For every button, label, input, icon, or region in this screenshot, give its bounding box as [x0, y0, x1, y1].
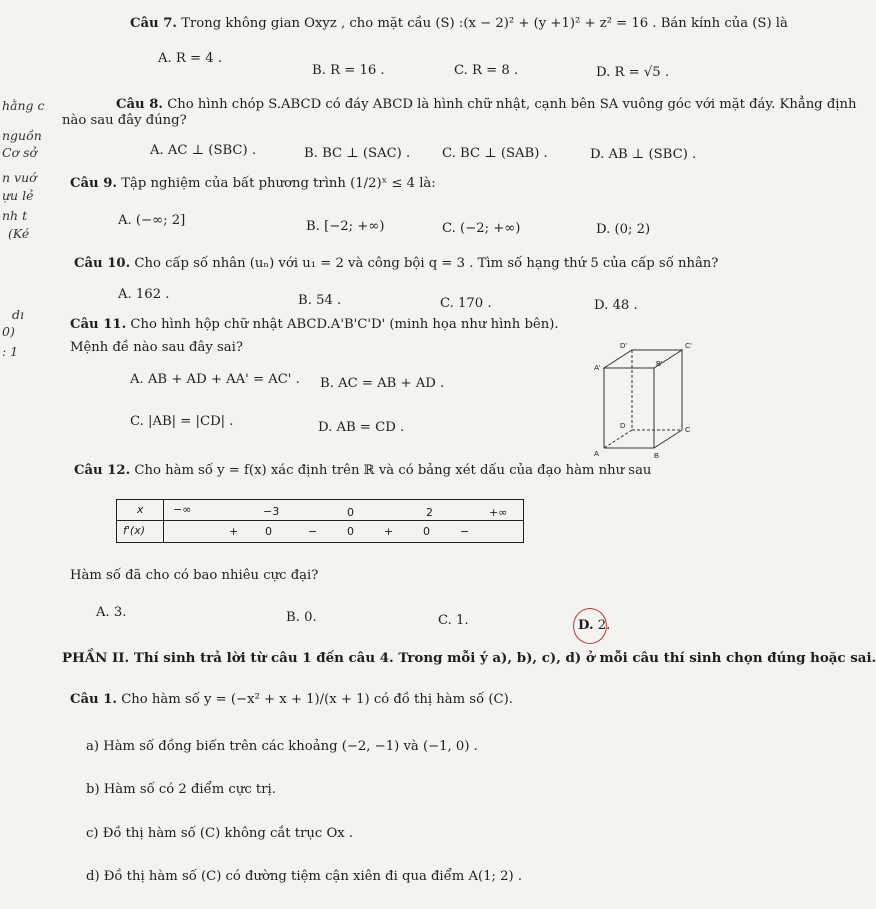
statement-a: a) Hàm số đồng biến trên các khoảng (−2, −1) và (−1, 0) . — [86, 739, 478, 754]
vertex-label: A' — [594, 363, 601, 372]
vertex-label: B — [654, 451, 660, 460]
question-12-sub: Hàm số đã cho có bao nhiêu cực đại? — [70, 568, 319, 583]
margin-fragment: (Ké — [8, 226, 30, 241]
vertex-label: A — [594, 449, 600, 458]
statement-d: d) Đồ thị hàm số (C) có đường tiệm cận xiên đi qua điểm A(1; 2) . — [86, 869, 523, 884]
table-cell: + — [384, 525, 394, 538]
question-text: Cho hình hộp chữ nhật ABCD.A'B'C'D' (minh họa như hình bên). — [130, 317, 559, 332]
question-11 — [70, 317, 559, 332]
margin-fragment: nguồn — [2, 128, 42, 143]
vertex-label: B' — [656, 359, 663, 368]
table-header-fprime: f'(x) — [123, 524, 145, 537]
table-cell: +∞ — [489, 506, 508, 519]
cuboid-edge — [654, 430, 682, 448]
option-d: D. AB ⊥ (SBC) . — [590, 147, 697, 162]
option-d-value: 2. — [597, 618, 611, 633]
table-cell: −3 — [263, 505, 280, 518]
question-8 — [116, 97, 856, 112]
question-sub: Mệnh đề nào sau đây sai? — [70, 340, 243, 355]
question-label: Câu 9. — [70, 176, 117, 191]
vertex-label: D — [620, 421, 626, 430]
question-label: Câu 8. — [116, 97, 163, 112]
cuboid-hidden-edge — [604, 430, 632, 448]
option-b: B. AC = AB + AD . — [320, 376, 445, 391]
question-label: Câu 1. — [70, 692, 117, 707]
margin-fragment: nh t — [2, 208, 28, 223]
table-cell: 0 — [265, 525, 272, 538]
table-cell: 0 — [423, 525, 430, 538]
table-cell: 0 — [347, 525, 354, 538]
question-text: Cho hàm số y = (−x² + x + 1)/(x + 1) có đồ thị hàm số (C). — [121, 692, 513, 707]
vertex-label: D' — [620, 341, 627, 350]
question-label: Câu 11. — [70, 317, 127, 332]
table-cell: 0 — [347, 506, 354, 519]
margin-fragment: Cơ sở — [2, 145, 38, 160]
question-text: Tập nghiệm của bất phương trình (1/2)ˣ ≤ 4 là: — [121, 176, 436, 191]
option-a: A. 3. — [96, 605, 127, 620]
option-c: C. |AB| = |CD| . — [130, 414, 234, 429]
option-d: D. AB = CD . — [318, 420, 405, 435]
option-a: A. R = 4 . — [158, 51, 223, 66]
option-c: C. R = 8 . — [454, 63, 519, 78]
question-label: Câu 7. — [130, 16, 177, 31]
option-c: C. 170 . — [440, 296, 492, 311]
statement-c: c) Đồ thị hàm số (C) không cắt trục Ox . — [86, 826, 354, 841]
vertex-label: C' — [685, 341, 692, 350]
option-d: D. (0; 2) — [596, 222, 651, 237]
margin-fragment: dı — [12, 307, 24, 322]
option-a: A. AC ⊥ (SBC) . — [150, 143, 257, 158]
question-text: Cho hình chóp S.ABCD có đáy ABCD là hình chữ nhật, cạnh bên SA vuông góc với mặt đáy. Khẳng định — [167, 97, 857, 112]
margin-fragment: : 1 — [2, 344, 19, 359]
option-b: B. 54 . — [298, 293, 342, 308]
question-12 — [74, 463, 651, 478]
option-b: B. 0. — [286, 610, 317, 625]
vertex-label: C — [685, 425, 691, 434]
margin-fragment: ựu lẻ — [2, 188, 34, 203]
option-a: A. 162 . — [118, 287, 170, 302]
statement-b: b) Hàm số có 2 điểm cực trị. — [86, 782, 276, 797]
table-cell: − — [308, 525, 318, 538]
answer-circle-mark — [573, 608, 607, 644]
part-2-heading: PHẦN II. Thí sinh trả lời từ câu 1 đến câu 4. Trong mỗi ý a), b), c), d) ở mỗi câu thí sinh chọn đúng hoặc sai. — [62, 650, 876, 666]
cuboid-figure — [582, 338, 702, 466]
cuboid-top-face — [604, 350, 682, 368]
question-text-cont: nào sau đây đúng? — [62, 113, 187, 128]
margin-fragment: 0) — [2, 324, 15, 339]
option-d: D. R = √5 . — [596, 65, 670, 80]
option-b: B. BC ⊥ (SAC) . — [304, 146, 411, 161]
option-d-letter: D. — [578, 618, 594, 633]
option-a: A. AB + AD + AA' = AC' . — [130, 372, 300, 387]
question-text: Cho cấp số nhân (uₙ) với u₁ = 2 và công bội q = 3 . Tìm số hạng thứ 5 của cấp số nhân? — [134, 256, 719, 271]
question-9 — [70, 176, 436, 191]
option-b: B. [−2; +∞) — [306, 219, 385, 234]
option-c: C. (−2; +∞) — [442, 221, 521, 236]
question-text: Trong không gian Oxyz , cho mặt cầu (S) :(x − 2)² + (y +1)² + z² = 16 . Bán kính của (S) là — [181, 16, 788, 31]
table-header-x: x — [137, 503, 144, 516]
table-cell: + — [229, 525, 239, 538]
question-label: Câu 12. — [74, 463, 131, 478]
option-a: A. (−∞; 2] — [118, 213, 186, 228]
option-c: C. BC ⊥ (SAB) . — [442, 146, 548, 161]
question-label: Câu 10. — [74, 256, 131, 271]
table-cell: 2 — [426, 506, 433, 519]
question-text: Cho hàm số y = f(x) xác định trên ℝ và có bảng xét dấu của đạo hàm như sau — [134, 463, 652, 478]
margin-fragment: hằng c — [2, 98, 45, 113]
question-7 — [130, 16, 788, 31]
table-cell: − — [460, 525, 470, 538]
part2-question-1 — [70, 692, 513, 707]
option-c: C. 1. — [438, 613, 469, 628]
margin-fragment: n vuớ — [2, 170, 37, 185]
option-d: D. 48 . — [594, 298, 638, 313]
table-cell: −∞ — [173, 503, 192, 516]
sign-table — [116, 499, 524, 543]
question-10 — [74, 256, 718, 271]
option-b: B. R = 16 . — [312, 63, 385, 78]
